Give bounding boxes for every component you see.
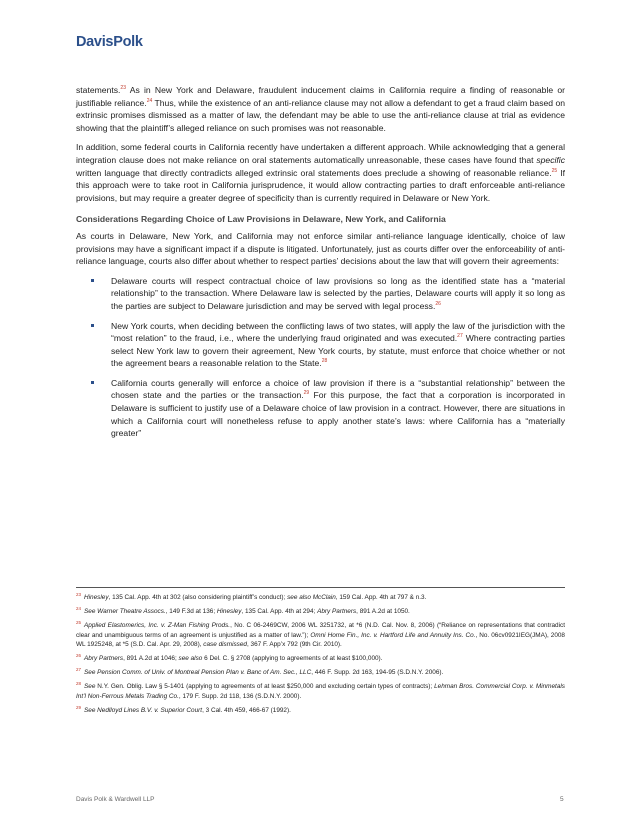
body-content <box>76 84 565 447</box>
citation-text: , 446 F. Supp. 2d 163, 194-95 (S.D.N.Y. 2006). <box>311 669 444 677</box>
bullet-list <box>76 275 565 440</box>
footer-firm-name: Davis Polk & Wardwell LLP <box>76 796 155 803</box>
citation-text: , 891 A.2d at 1050. <box>356 608 410 616</box>
footnote-23 <box>76 593 565 602</box>
bullet-text: Where contracting parties select New York law to govern their agreement, New York courts, by statute, must enforce that choice whether or not the agreement bears a reasonable relation to the State. <box>111 333 565 369</box>
footnote-ref[interactable]: 29 <box>303 390 310 397</box>
citation-italic: See Nedlloyd Lines B.V. v. Superior Court <box>84 706 203 714</box>
citation-text: , 179 F. Supp. 2d 118, 136 (S.D.N.Y. 2000). <box>178 692 302 700</box>
paragraph-reliance <box>76 84 565 134</box>
citation-text: 6 Del. C. § 2708 (applying to agreements of at least $100,000). <box>202 655 383 663</box>
bullet-text: New York courts, when deciding between the conflicting laws of two states, will apply the law of the jurisdiction with the “most relation” to the fraud, i.e., where the underlying fraud originated and was executed. <box>111 320 565 344</box>
square-bullet-icon <box>91 381 94 384</box>
footnotes <box>76 593 565 720</box>
citation-text: , 367 F. App’x 792 (9th Cir. 2010). <box>246 640 342 648</box>
footnote-number: 29 <box>76 704 82 710</box>
footnote-ref[interactable]: 27 <box>457 333 463 340</box>
footnote-number: 24 <box>76 606 82 612</box>
citation-text: N.Y. Gen. Oblig. Law § 5-1401 (applying to agreements of at least $250,000 and excluding certain types of contracts); <box>95 683 435 691</box>
para-text: In addition, some federal courts in California recently have undertaken a different approach. While acknowledging that a general integration clause does not make reliance on oral statements automatically unreasonable, these cases have found that <box>76 142 565 165</box>
citation-italic: Lehman Bros. Commercial Corp. v. Minmetals Int’l Non-Ferrous Metals Trading Co. <box>76 683 565 700</box>
para-text: written language that directly contradicts alleged extrinsic oral statements does preclude a showing of reasonable reliance. <box>76 167 552 178</box>
citation-italic: Abry Partners <box>317 608 357 616</box>
para-text: If this approach were to take root in California jurisprudence, it would allow contracting parties to draft enforceable anti-reliance provisions, but may require a greater degree of specificity than is currently required in Delaware or New York. <box>76 167 565 203</box>
citation-text: , 135 Cal. App. 4th at 302 (also considering plaintiff’s conduct); <box>108 594 288 601</box>
footnote-ref[interactable]: 23 <box>120 85 126 92</box>
footnote-26 <box>76 654 565 663</box>
bullet-new-york <box>76 320 565 370</box>
footnote-ref[interactable]: 25 <box>551 167 558 174</box>
citation-italic: Applied Elastomerics, Inc. v. Z-Man Fishing Prods. <box>84 622 231 630</box>
paragraph-federal-courts <box>76 141 565 204</box>
square-bullet-icon <box>91 324 94 327</box>
para-text: As in New York and Delaware, fraudulent inducement claims in California require a finding of reasonable or justifiable reliance. <box>76 85 565 108</box>
footnote-27 <box>76 668 565 677</box>
footnote-number: 25 <box>76 620 82 626</box>
citation-text: , 3 Cal. 4th 459, 466-67 (1992). <box>202 706 291 714</box>
citation-italic: case dismissed <box>203 640 247 648</box>
citation-text: , No. C 06-2469CW, 2006 WL 3251732, at *6 (N.D. Cal. Nov. 8, 2006) (“Reliance on representations that contradict clear and unambiguous terms of an agreement is unjustified as a matter of law.”); <box>76 622 566 639</box>
citation-text: , 135 Cal. App. 4th at 294; <box>241 608 318 616</box>
para-text: statements. <box>76 85 121 95</box>
citation-italic: Hinesley <box>216 608 242 616</box>
footnote-number: 27 <box>76 667 82 673</box>
footnote-number: 23 <box>76 591 82 597</box>
citation-italic: Omni Home Fin., Inc. v. Hartford Life and Annuity Ins. Co. <box>310 631 476 639</box>
citation-italic: Abry Partners <box>84 655 124 663</box>
para-emphasis: specific <box>536 154 565 165</box>
citation-text: , 149 F.3d at 136; <box>165 608 217 616</box>
page-number: 5 <box>560 796 564 803</box>
citation-italic: see also <box>178 655 203 663</box>
citation-italic: See Pension Comm. of Univ. of Montreal Pension Plan v. Banc of Am. Sec., LLC <box>84 669 312 677</box>
square-bullet-icon <box>91 279 94 282</box>
citation-text: , 159 Cal. App. 4th at 797 & n.3. <box>335 594 427 601</box>
footnote-ref[interactable]: 28 <box>321 358 328 365</box>
bullet-delaware <box>76 275 565 313</box>
footnote-25 <box>76 621 565 649</box>
citation-text: , No. 06cv0921IEG(JMA), 2008 WL 1925248, at *5 (S.D. Cal. Apr. 29, 2008), <box>76 631 565 648</box>
citation-italic: See Warner Theatre Assocs. <box>84 608 166 616</box>
section-heading: Considerations Regarding Choice of Law Provisions in Delaware, New York, and California <box>76 214 446 225</box>
footnote-number: 26 <box>76 652 82 658</box>
footnote-ref[interactable]: 24 <box>146 97 153 104</box>
bullet-text: Delaware courts will respect contractual choice of law provisions so long as the identified state has a “material relationship” to the transaction. Where Delaware law is selected by the parties, Delaware courts will apply it so long as the parties are subject to Delaware jurisdiction and may be served with legal process. <box>111 275 565 311</box>
bullet-text: For this purpose, the fact that a corporation is incorporated in Delaware is sufficient to justify use of a Delaware choice of law provision in a contract. However, there are situations in which a California court will nonetheless refuse to apply another state’s laws: where California has a “materially greater” <box>111 390 565 439</box>
footnote-number: 28 <box>76 681 82 687</box>
para-text: Thus, while the existence of an anti-reliance clause may not allow a defendant to get a fraud claim based on extrinsic promises dismissed as a matter of law, the defendant may be able to use the anti-reliance clause at trial as evidence showing that the plaintiff’s alleged reliance on such promises was not reasonable. <box>76 97 566 133</box>
citation-italic: see also McClain <box>287 594 336 601</box>
bullet-california <box>76 377 565 440</box>
footnote-29 <box>76 706 565 715</box>
citation-italic: See <box>84 683 96 691</box>
bullet-text: California courts generally will enforce a choice of law provision if there is a “substantial relationship” between the chosen state and the parties or the transaction. <box>111 377 565 401</box>
footnote-24 <box>76 607 565 616</box>
citation-text: , 891 A.2d at 1046; <box>123 655 179 663</box>
citation-italic: Hinesley <box>84 594 109 601</box>
firm-logo: DavisPolk <box>76 34 143 50</box>
footnote-divider <box>76 587 565 588</box>
paragraph-choice-of-law: As courts in Delaware, New York, and California may not enforce similar anti-reliance language identically, choice of law provisions may have a significant impact if a dispute is litigated. Unfortunately, just as courts differ over the enforceability of anti-reliance language, courts also differ about whether to respect parties’ decisions about the law that will govern their agreements: <box>76 230 565 267</box>
footnote-ref[interactable]: 26 <box>435 301 441 308</box>
footnote-28 <box>76 682 565 700</box>
